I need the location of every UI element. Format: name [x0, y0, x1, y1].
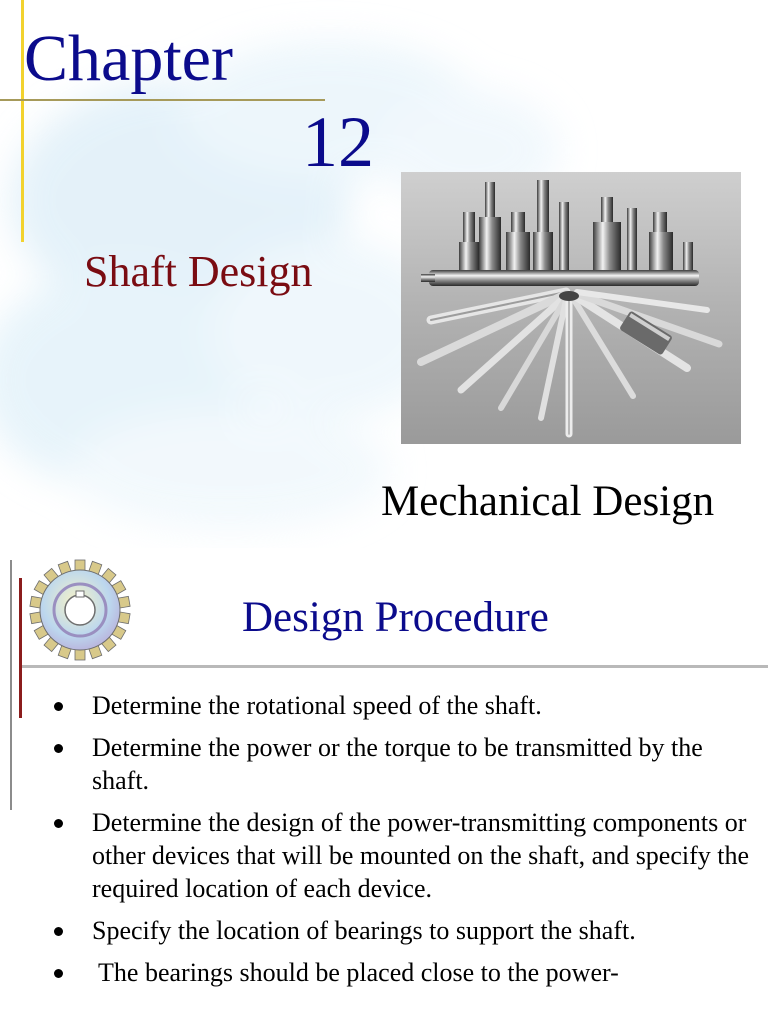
- content-slide: [0, 548, 768, 1024]
- header-rule: [22, 665, 768, 668]
- chapter-label: Chapter: [24, 22, 233, 95]
- title-rule: [0, 99, 325, 101]
- chapter-number: 12: [302, 102, 374, 182]
- gear-icon: [22, 556, 134, 664]
- list-item: Specify the location of bearings to support the shaft.: [52, 914, 752, 947]
- list-item: The bearings should be placed close to the power-: [52, 956, 752, 989]
- chapter-subtitle: Shaft Design: [84, 247, 313, 296]
- bullet-icon: [54, 969, 63, 978]
- course-title: Mechanical Design: [381, 478, 715, 525]
- list-item: Determine the design of the power-transmitting components or other devices that will be mounted on the shaft, and specify the required location of each device.: [52, 806, 752, 905]
- bullet-icon: [54, 744, 63, 753]
- list-item: Determine the rotational speed of the shaft.: [52, 689, 752, 722]
- list-item: Determine the power or the torque to be transmitted by the shaft.: [52, 731, 752, 797]
- slide-title: Design Procedure: [242, 594, 549, 641]
- shafts-photo: [401, 172, 741, 444]
- bullet-icon: [54, 819, 63, 828]
- bullet-list: [52, 689, 752, 998]
- bullet-icon: [54, 927, 63, 936]
- left-rule: [10, 560, 12, 810]
- bullet-icon: [54, 702, 63, 711]
